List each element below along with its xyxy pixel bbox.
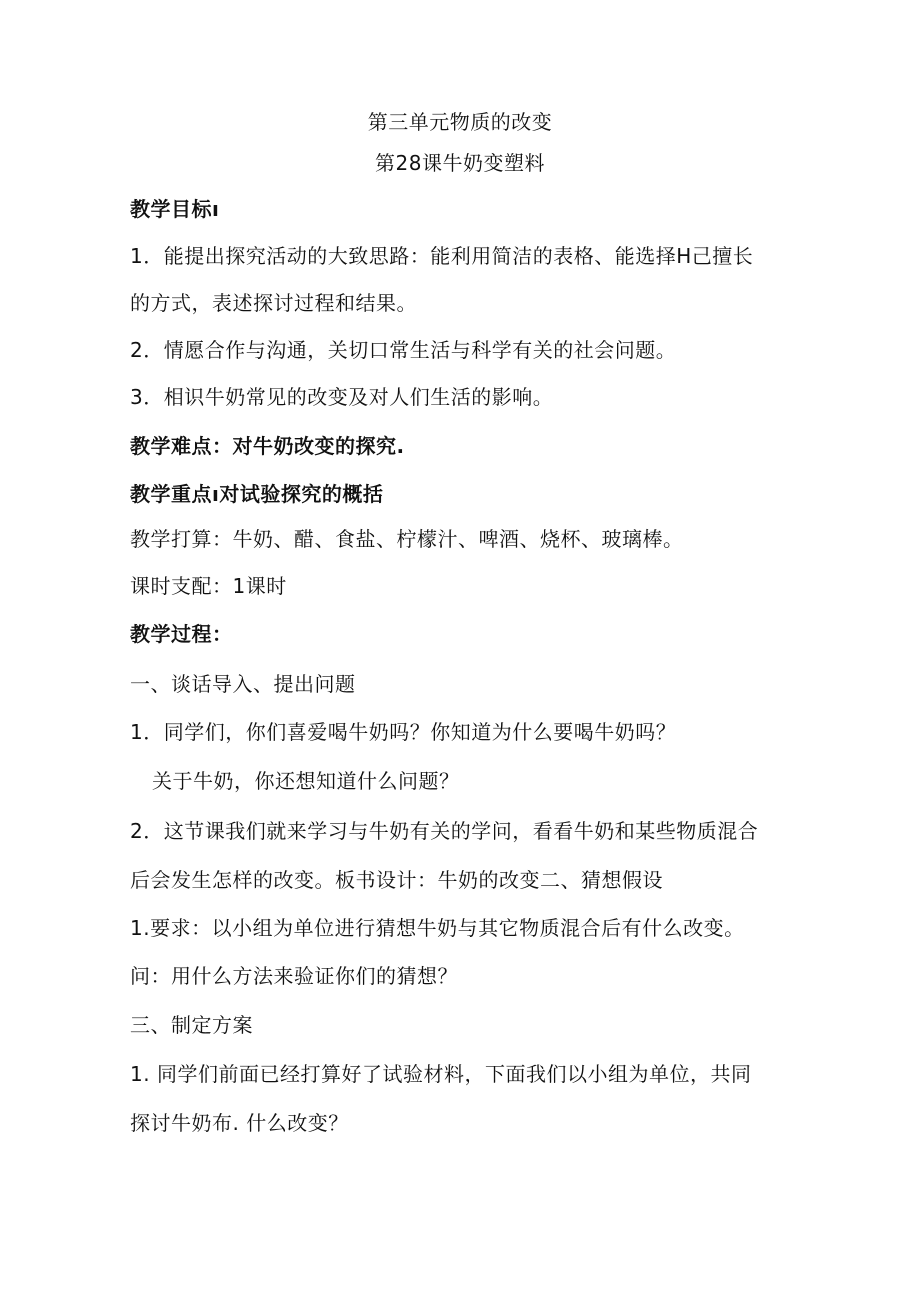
heading-key-point: 教学重点ı对试验探究的概括 <box>130 482 384 506</box>
section-3-title: 三、制定方案 <box>130 1013 253 1037</box>
goal-1-line-2: 的方式，表述探讨过程和结果。 <box>130 291 417 315</box>
section-1-item-2-line-1: 2．这节课我们就来学习与牛奶有关的学问，看看牛奶和某些物质混合 <box>130 819 759 843</box>
heading-teaching-goals: 教学目标ı <box>130 197 220 221</box>
section-1-item-1-cont: 关于牛奶，你还想知道什么问题？ <box>152 769 460 793</box>
unit-title: 第三单元物质的改变 <box>367 110 553 134</box>
section-1-item-1: 1．同学们，你们喜爱喝牛奶吗？你知道为什么要喝牛奶吗？ <box>130 720 677 744</box>
section-1-item-2-line-2: 后会发生怎样的改变。板书设计：牛奶的改变二、猜想假设 <box>130 868 663 892</box>
class-hours: 课时支配：1课时 <box>130 574 287 598</box>
teaching-preparation: 教学打算：牛奶、醋、食盐、柠檬汁、啤酒、烧杯、玻璃棒。 <box>130 527 684 551</box>
goal-1-line-1: 1．能提出探究活动的大致思路：能利用简洁的表格、能选择H己擅长 <box>130 244 754 268</box>
section-3-item-1-line-2: 探讨牛奶布. 什么改变？ <box>130 1111 349 1135</box>
heading-teaching-process: 教学过程： <box>130 622 233 646</box>
goal-2: 2．情愿合作与沟通，关切口常生活与科学有关的社会问题。 <box>130 338 677 362</box>
section-2-question: 问：用什么方法来验证你们的猜想？ <box>130 964 458 988</box>
section-1-title: 一、谈话导入、提出问题 <box>130 672 356 696</box>
section-3-item-1-line-1: 1. 同学们前面已经打算好了试验材料，下面我们以小组为单位，共同 <box>130 1062 752 1086</box>
goal-3: 3．相识牛奶常见的改变及对人们生活的影响。 <box>130 385 554 409</box>
section-2-requirement: 1.要求：以小组为单位进行猜想牛奶与其它物质混合后有什么改变。 <box>130 916 745 940</box>
lesson-title: 第28课牛奶变塑料 <box>375 151 545 175</box>
heading-difficulty: 教学难点：对牛奶改变的探究. <box>130 434 405 458</box>
